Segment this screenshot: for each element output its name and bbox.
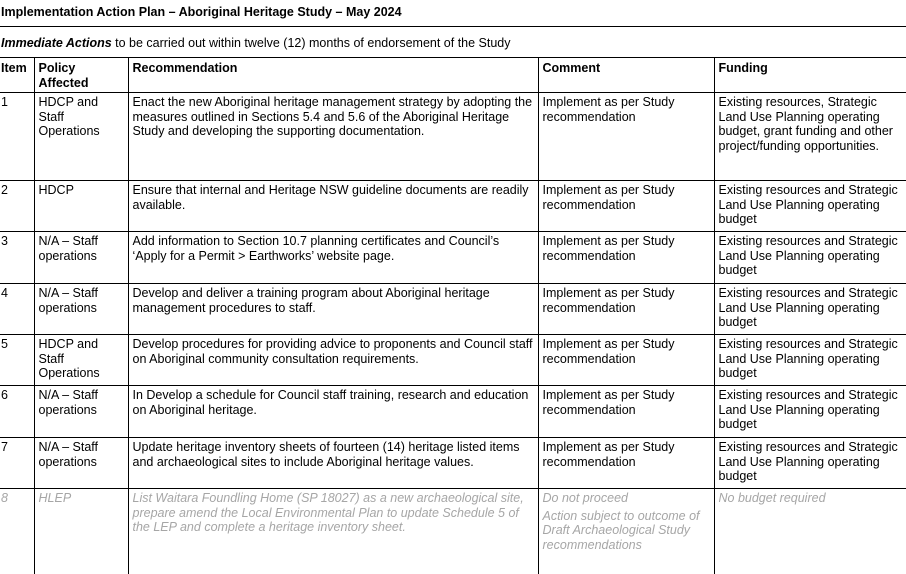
cell-recommendation: Develop procedures for providing advice to proponents and Council staff on Aboriginal community consultation requirements. xyxy=(128,335,538,386)
header-recommendation: Recommendation xyxy=(128,58,538,93)
cell-funding: Existing resources and Strategic Land Use Planning operating budget xyxy=(714,438,906,489)
cell-recommendation: List Waitara Foundling Home (SP 18027) as a new archaeological site, prepare amend the Local Environmental Plan to update Schedule 5 of the LEP and complete a heritage inventory sheet. xyxy=(128,489,538,574)
action-plan-table xyxy=(0,58,906,574)
cell-policy: HLEP xyxy=(34,489,128,574)
cell-recommendation: Develop and deliver a training program about Aboriginal heritage management procedures to staff. xyxy=(128,284,538,335)
cell-policy: N/A – Staff operations xyxy=(34,438,128,489)
cell-comment: Implement as per Study recommendation xyxy=(538,93,714,181)
cell-item: 5 xyxy=(0,335,34,386)
header-comment: Comment xyxy=(538,58,714,93)
document-title: Implementation Action Plan – Aboriginal Heritage Study – May 2024 xyxy=(1,5,402,19)
cell-policy: HDCP and Staff Operations xyxy=(34,335,128,386)
cell-policy: HDCP and Staff Operations xyxy=(34,93,128,181)
cell-funding: No budget required xyxy=(714,489,906,574)
cell-comment: Implement as per Study recommendation xyxy=(538,284,714,335)
cell-item: 3 xyxy=(0,232,34,284)
table-row-deferred xyxy=(0,489,906,574)
cell-recommendation: In Develop a schedule for Council staff training, research and education on Aboriginal heritage. xyxy=(128,386,538,438)
title-divider xyxy=(0,26,906,27)
cell-funding: Existing resources and Strategic Land Use Planning operating budget xyxy=(714,232,906,284)
cell-recommendation: Ensure that internal and Heritage NSW guideline documents are readily available. xyxy=(128,181,538,232)
cell-item: 4 xyxy=(0,284,34,335)
table-row xyxy=(0,232,906,284)
comment-secondary: Action subject to outcome of Draft Archaeological Study recommendations xyxy=(542,508,700,552)
cell-comment: Implement as per Study recommendation xyxy=(538,386,714,438)
cell-item: 6 xyxy=(0,386,34,438)
header-item: Item xyxy=(0,58,34,93)
cell-policy: N/A – Staff operations xyxy=(34,386,128,438)
table-row xyxy=(0,284,906,335)
cell-recommendation: Add information to Section 10.7 planning certificates and Council’s ‘Apply for a Permit > Earthworks’ website page. xyxy=(128,232,538,284)
subtitle-text: to be carried out within twelve (12) months of endorsement of the Study xyxy=(111,36,511,50)
cell-item: 1 xyxy=(0,93,34,181)
cell-funding: Existing resources and Strategic Land Use Planning operating budget xyxy=(714,386,906,438)
subtitle-emphasis: Immediate Actions xyxy=(1,36,112,50)
cell-funding: Existing resources and Strategic Land Use Planning operating budget xyxy=(714,181,906,232)
cell-recommendation: Update heritage inventory sheets of fourteen (14) heritage listed items and archaeological sites to include Aboriginal heritage values. xyxy=(128,438,538,489)
cell-policy: HDCP xyxy=(34,181,128,232)
header-funding: Funding xyxy=(714,58,906,93)
cell-item: 2 xyxy=(0,181,34,232)
cell-recommendation: Enact the new Aboriginal heritage management strategy by adopting the measures outlined in Sections 5.4 and 5.6 of the Aboriginal Heritage Study and developing the supporting documentation. xyxy=(128,93,538,181)
table-row xyxy=(0,438,906,489)
cell-comment xyxy=(538,489,714,574)
header-policy: Policy Affected xyxy=(34,58,128,93)
table-row xyxy=(0,386,906,438)
table-row xyxy=(0,93,906,181)
table-header-row xyxy=(0,58,906,93)
cell-comment: Implement as per Study recommendation xyxy=(538,232,714,284)
cell-item: 7 xyxy=(0,438,34,489)
comment-primary: Do not proceed xyxy=(542,491,628,505)
table-row xyxy=(0,335,906,386)
cell-policy: N/A – Staff operations xyxy=(34,284,128,335)
table-subtitle xyxy=(1,36,511,50)
cell-funding: Existing resources and Strategic Land Use Planning operating budget xyxy=(714,335,906,386)
cell-funding: Existing resources and Strategic Land Use Planning operating budget xyxy=(714,284,906,335)
cell-item: 8 xyxy=(0,489,34,574)
cell-policy: N/A – Staff operations xyxy=(34,232,128,284)
cell-funding: Existing resources, Strategic Land Use Planning operating budget, grant funding and other project/funding opportunities. xyxy=(714,93,906,181)
cell-comment: Implement as per Study recommendation xyxy=(538,181,714,232)
table-row xyxy=(0,181,906,232)
cell-comment: Implement as per Study recommendation xyxy=(538,438,714,489)
cell-comment: Implement as per Study recommendation xyxy=(538,335,714,386)
